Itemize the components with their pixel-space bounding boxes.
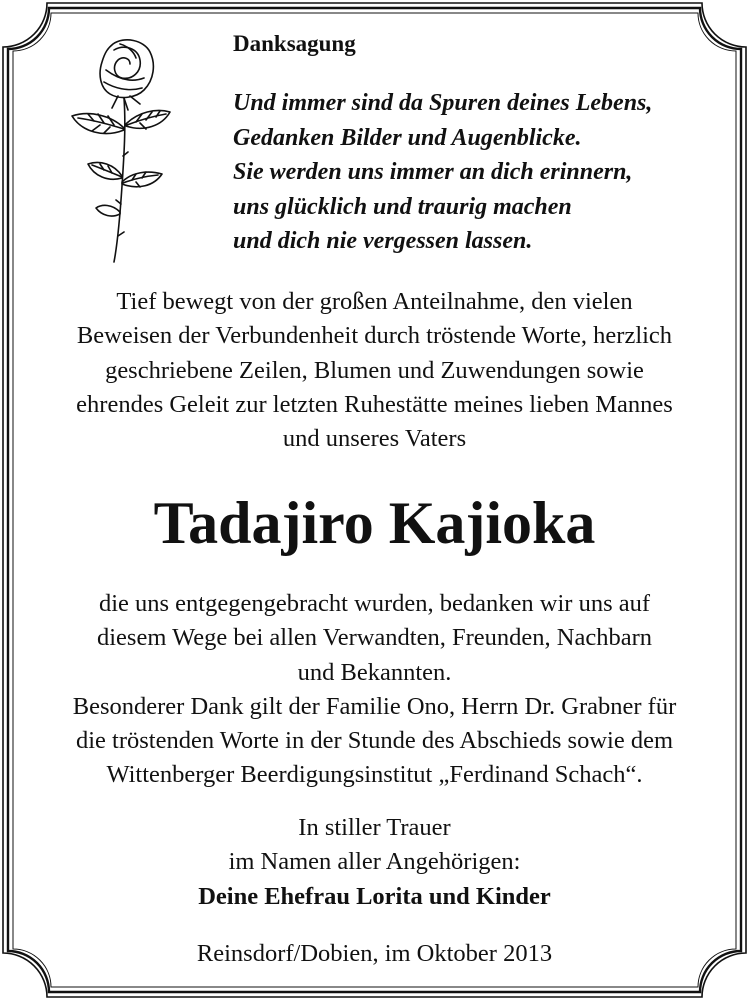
rose-icon <box>58 36 178 268</box>
closing-line: im Namen aller Angehörigen: <box>228 848 521 876</box>
poem-line: Sie werden uns immer an dich erinnern, <box>233 159 633 185</box>
closing-block <box>20 811 729 914</box>
place-date-line: Reinsdorf/Dobien, im Oktober 2013 <box>196 940 553 967</box>
place-date <box>20 937 729 971</box>
poem-line: und dich nie vergessen lassen. <box>233 228 533 254</box>
thanks-line: Besonderer Dank gilt der Familie Ono, Herrn Dr. Grabner für <box>72 692 677 720</box>
closing-line: In stiller Trauer <box>298 814 451 841</box>
thanks-text <box>20 587 729 793</box>
intro-line: Tief bewegt von der großen Anteilnahme, den vielen <box>116 288 633 315</box>
heading: Danksagung <box>233 31 356 56</box>
intro-line: ehrendes Geleit zur letzten Ruhestätte meines lieben Mannes <box>76 390 673 418</box>
deceased-name: Tadajiro Kajioka <box>153 490 596 556</box>
thanks-line: Wittenberger Beerdigungsinstitut „Ferdinand Schach“. <box>106 761 643 789</box>
thanks-line: die tröstenden Worte in der Stunde des Abschieds sowie dem <box>75 727 674 755</box>
thanks-line: die uns entgegengebracht wurden, bedanken wir uns auf <box>98 590 651 617</box>
poem-line: Und immer sind da Spuren deines Lebens, <box>233 90 653 116</box>
poem <box>233 86 652 259</box>
signature: Deine Ehefrau Lorita und Kinder <box>198 882 551 910</box>
thanks-line: und Bekannten. <box>297 658 452 686</box>
intro-text <box>20 285 729 456</box>
thanks-line: diesem Wege bei allen Verwandten, Freunden, Nachbarn <box>97 624 652 652</box>
poem-line: uns glücklich und traurig machen <box>233 193 572 220</box>
intro-line: Beweisen der Verbundenheit durch tröstende Worte, herzlich <box>76 322 673 350</box>
intro-line: und unseres Vaters <box>282 425 467 453</box>
poem-line: Gedanken Bilder und Augenblicke. <box>233 124 582 151</box>
intro-line: geschriebene Zeilen, Blumen und Zuwendungen sowie <box>105 356 644 384</box>
